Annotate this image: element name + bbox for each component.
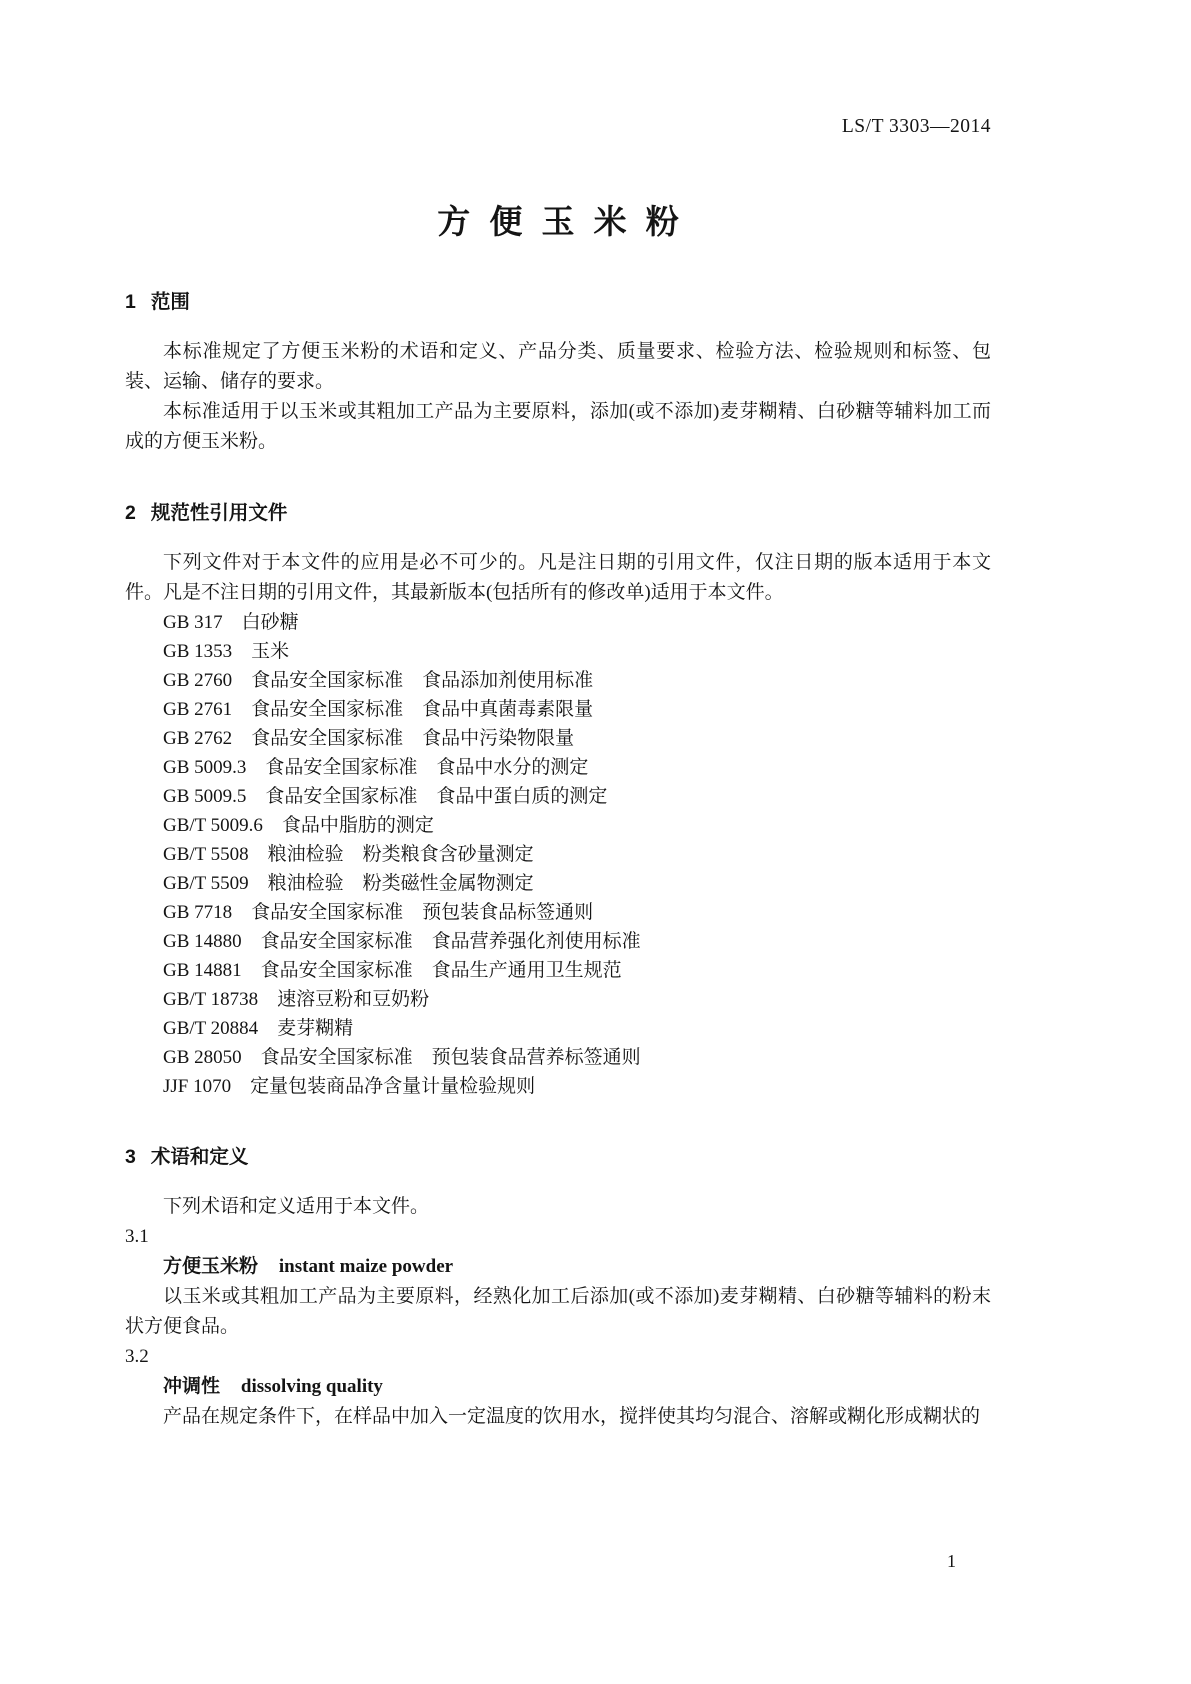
reference-item: GB 14881 食品安全国家标准 食品生产通用卫生规范 bbox=[163, 960, 622, 981]
section-number: 2 bbox=[125, 502, 136, 524]
section-title: 规范性引用文件 bbox=[150, 502, 288, 524]
reference-item: JJF 1070 定量包装商品净含量计量检验规则 bbox=[163, 1076, 536, 1097]
term-heading bbox=[125, 1372, 991, 1402]
reference-item: GB 2760 食品安全国家标准 食品添加剂使用标准 bbox=[163, 670, 594, 691]
term-number: 3.2 bbox=[125, 1346, 149, 1367]
section-title: 范围 bbox=[150, 291, 190, 313]
reference-item: GB/T 5009.6 食品中脂肪的测定 bbox=[163, 815, 434, 836]
reference-item: GB 28050 食品安全国家标准 预包装食品营养标签通则 bbox=[163, 1047, 641, 1068]
terms-intro: 下列术语和定义适用于本文件。 bbox=[163, 1196, 430, 1217]
term-entry bbox=[125, 1342, 991, 1432]
scope-paragraph: 本标准适用于以玉米或其粗加工产品为主要原料，添加(或不添加)麦芽糊精、白砂糖等辅料加工而成的方便玉米粉。 bbox=[125, 401, 991, 452]
document-title: 方便玉米粉 bbox=[437, 203, 698, 240]
normative-references-intro: 下列文件对于本文件的应用是必不可少的。凡是注日期的引用文件，仅注日期的版本适用于本文件。凡是不注日期的引用文件，其最新版本(包括所有的修改单)适用于本文件。 bbox=[125, 552, 991, 603]
reference-item: GB 14880 食品安全国家标准 食品营养强化剂使用标准 bbox=[163, 931, 641, 952]
term-number: 3.1 bbox=[125, 1226, 149, 1247]
section-number: 1 bbox=[125, 291, 136, 313]
scope-paragraph: 本标准规定了方便玉米粉的术语和定义、产品分类、质量要求、检验方法、检验规则和标签、包装、运输、储存的要求。 bbox=[125, 341, 991, 392]
term-name-zh: 冲调性 bbox=[163, 1376, 221, 1397]
reference-item: GB 2762 食品安全国家标准 食品中污染物限量 bbox=[163, 728, 575, 749]
term-name-en: dissolving quality bbox=[240, 1376, 383, 1397]
term-entries bbox=[125, 1222, 991, 1432]
reference-item: GB 5009.3 食品安全国家标准 食品中水分的测定 bbox=[163, 757, 589, 778]
section-number: 3 bbox=[125, 1146, 136, 1168]
reference-item: GB 317 白砂糖 bbox=[163, 612, 299, 633]
reference-item: GB/T 20884 麦芽糊精 bbox=[163, 1018, 354, 1039]
term-entry bbox=[125, 1222, 991, 1342]
section-heading-scope bbox=[125, 288, 991, 317]
section-heading-terms bbox=[125, 1143, 991, 1172]
section-title: 术语和定义 bbox=[150, 1146, 249, 1168]
reference-list bbox=[125, 608, 991, 1101]
term-name-zh: 方便玉米粉 bbox=[163, 1256, 259, 1277]
reference-item: GB 7718 食品安全国家标准 预包装食品标签通则 bbox=[163, 902, 594, 923]
section-heading-normative-references bbox=[125, 499, 991, 528]
term-definition: 以玉米或其粗加工产品为主要原料，经熟化加工后添加(或不添加)麦芽糊精、白砂糖等辅料的粉末状方便食品。 bbox=[125, 1286, 991, 1337]
standard-number: LS/T 3303—2014 bbox=[841, 116, 991, 137]
reference-item: GB/T 5509 粮油检验 粉类磁性金属物测定 bbox=[163, 873, 534, 894]
term-definition: 产品在规定条件下，在样品中加入一定温度的饮用水，搅拌使其均匀混合、溶解或糊化形成糊状的 bbox=[163, 1406, 981, 1427]
reference-item: GB 2761 食品安全国家标准 食品中真菌毒素限量 bbox=[163, 699, 594, 720]
reference-item: GB/T 18738 速溶豆粉和豆奶粉 bbox=[163, 989, 430, 1010]
reference-item: GB 1353 玉米 bbox=[163, 641, 290, 662]
page-number: 1 bbox=[947, 1551, 956, 1571]
term-name-en: instant maize powder bbox=[278, 1256, 454, 1277]
reference-item: GB/T 5508 粮油检验 粉类粮食含砂量测定 bbox=[163, 844, 534, 865]
scope-paragraphs bbox=[125, 337, 991, 457]
reference-item: GB 5009.5 食品安全国家标准 食品中蛋白质的测定 bbox=[163, 786, 608, 807]
term-heading bbox=[125, 1252, 991, 1282]
